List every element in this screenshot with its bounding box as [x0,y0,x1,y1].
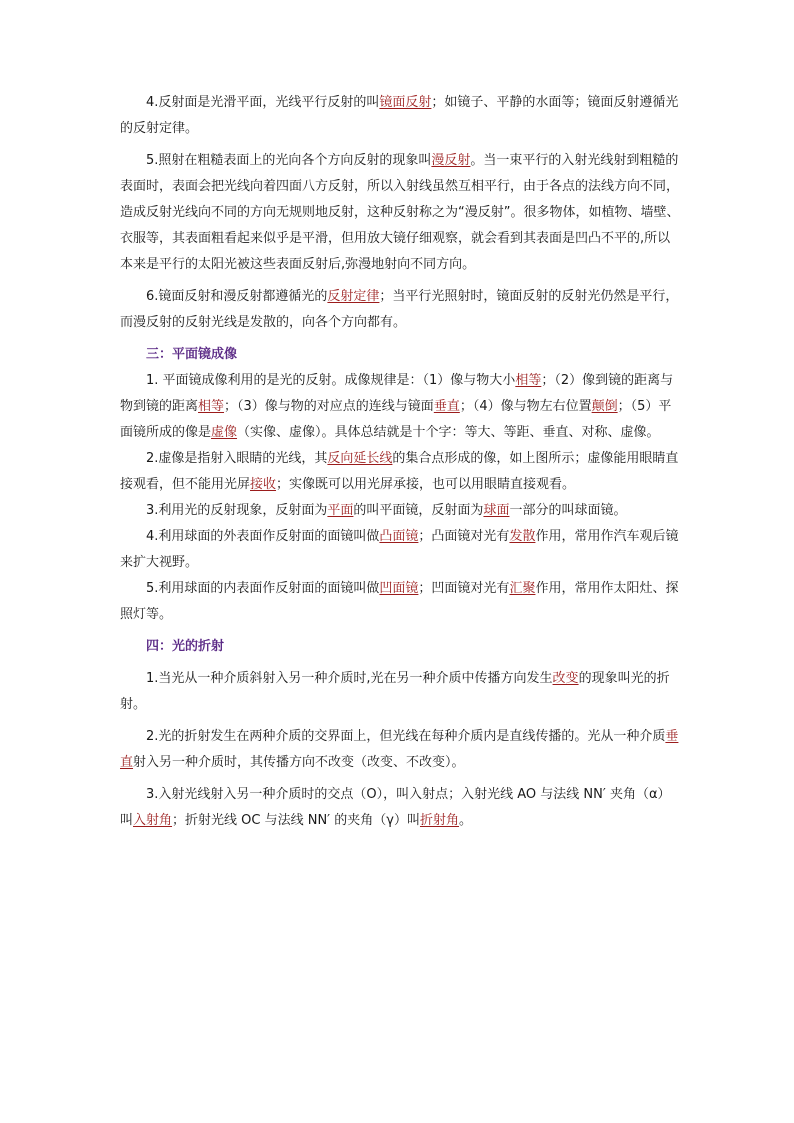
paragraph [120,782,680,834]
text-run: 1.当光从一种介质斜射入另一种介质时,光在另一种介质中传播方向发生 [146,671,553,686]
text-run: ；（3）像与物的对应点的连线与镜面 [224,399,434,414]
answer-term: 反射定律 [327,289,380,304]
text-run: 作用，常用作汽车观后镜来扩大视野。 [120,529,679,570]
text-run: 四：光的折射 [146,639,225,654]
text-run: （实像、虚像）。具体总结就是十个字：等大、等距、垂直、对称、虚像。 [237,425,660,440]
section-heading [120,342,680,368]
answer-term: 颠倒 [591,399,618,414]
text-run: ；凹面镜对光有 [418,581,510,596]
text-run: 一部分的叫球面镜。 [509,503,627,518]
answer-term: 汇聚 [509,581,536,596]
answer-term: 镜面反射 [379,95,432,110]
text-run: 的现象叫光的折射。 [120,671,670,712]
paragraph [120,524,680,576]
text-run: 1. 平面镜成像利用的是光的反射。成像规律是：（1）像与物大小 [146,373,516,388]
answer-term: 反向延长线 [327,451,393,466]
text-run: 的集合点形成的像，如上图所示；虚像能用眼睛直接观看，但不能用光屏 [120,451,679,492]
answer-term: 球面 [483,503,510,518]
text-run: ；（2）像到镜的距离与物到镜的距离 [120,373,674,414]
answer-term: 相等 [515,373,542,388]
text-run: 6.镜面反射和漫反射都遵循光的 [146,289,328,304]
text-run: 5.利用球面的内表面作反射面的面镜叫做 [146,581,380,596]
answer-term: 虚像 [211,425,238,440]
answer-term: 平面 [327,503,354,518]
answer-term: 接收 [250,477,277,492]
text-run: ；实像既可以用光屏承接，也可以用眼睛直接观看。 [276,477,576,492]
text-run: 4.利用球面的外表面作反射面的面镜叫做 [146,529,380,544]
answer-term: 漫反射 [431,153,471,168]
text-run: 2.虚像是指射入眼睛的光线，其 [146,451,328,466]
text-run: 的叫平面镜，反射面为 [353,503,484,518]
text-run: 5.照射在粗糙表面上的光向各个方向反射的现象叫 [146,153,432,168]
paragraph [120,284,680,336]
answer-term: 垂直 [120,729,679,770]
text-run: 2.光的折射发生在两种介质的交界面上，但光线在每种介质内是直线传播的。光从一种介质 [146,729,666,744]
answer-term: 入射角 [133,813,173,828]
paragraph [120,148,680,278]
text-run: ；如镜子、平静的水面等；镜面反射遵循光的反射定律。 [120,95,679,136]
answer-term: 折射角 [419,813,459,828]
paragraph [120,724,680,776]
text-run: 。当一束平行的入射光线射到粗糙的表面时，表面会把光线向着四面八方反射，所以入射线虽然互相平行，由于各点的法线方向不同，造成反射光线向不同的方向无规则地反射，这种反射称之为“漫反射”。很多物体，如植物、墙壁、衣服等，其表面粗看起来似乎是平滑，但用放大镜仔细观察，就会看到其表面是凹凸不平的,所以本来是平行的太阳光被这些表面反射后,弥漫地射向不同方向。 [120,153,680,272]
answer-term: 发散 [509,529,536,544]
text-run: ；（4）像与物左右位置 [459,399,592,414]
text-run: 三：平面镜成像 [146,347,238,362]
paragraph [120,90,680,142]
text-run: ；凸面镜对光有 [418,529,510,544]
paragraph [120,576,680,628]
answer-term: 凹面镜 [379,581,419,596]
paragraph [120,666,680,718]
text-run: 作用，常用作太阳灶、探照灯等。 [120,581,679,622]
text-run: 4.反射面是光滑平面，光线平行反射的叫 [146,95,380,110]
answer-term: 相等 [198,399,225,414]
paragraph [120,446,680,498]
paragraph [120,498,680,524]
text-run: 3.利用光的反射现象，反射面为 [146,503,328,518]
document-page [120,90,680,834]
answer-term: 凸面镜 [379,529,419,544]
text-run: 射入另一种介质时，其传播方向不改变（改变、不改变）。 [133,755,465,770]
text-run: 3.入射光线射入另一种介质时的交点（O），叫入射点；入射光线 AO 与法线 NN′ 夹角（α）叫 [120,787,671,828]
text-run: ；（5）平面镜所成的像是 [120,399,672,440]
text-run: ；当平行光照射时，镜面反射的反射光仍然是平行，而漫反射的反射光线是发散的，向各个方向都有。 [120,289,679,330]
text-run: ；折射光线 OC 与法线 NN′ 的夹角（γ）叫 [172,813,420,828]
text-run: 。 [458,813,472,828]
section-heading [120,634,680,660]
answer-term: 垂直 [433,399,460,414]
answer-term: 改变 [552,671,579,686]
paragraph [120,368,680,446]
